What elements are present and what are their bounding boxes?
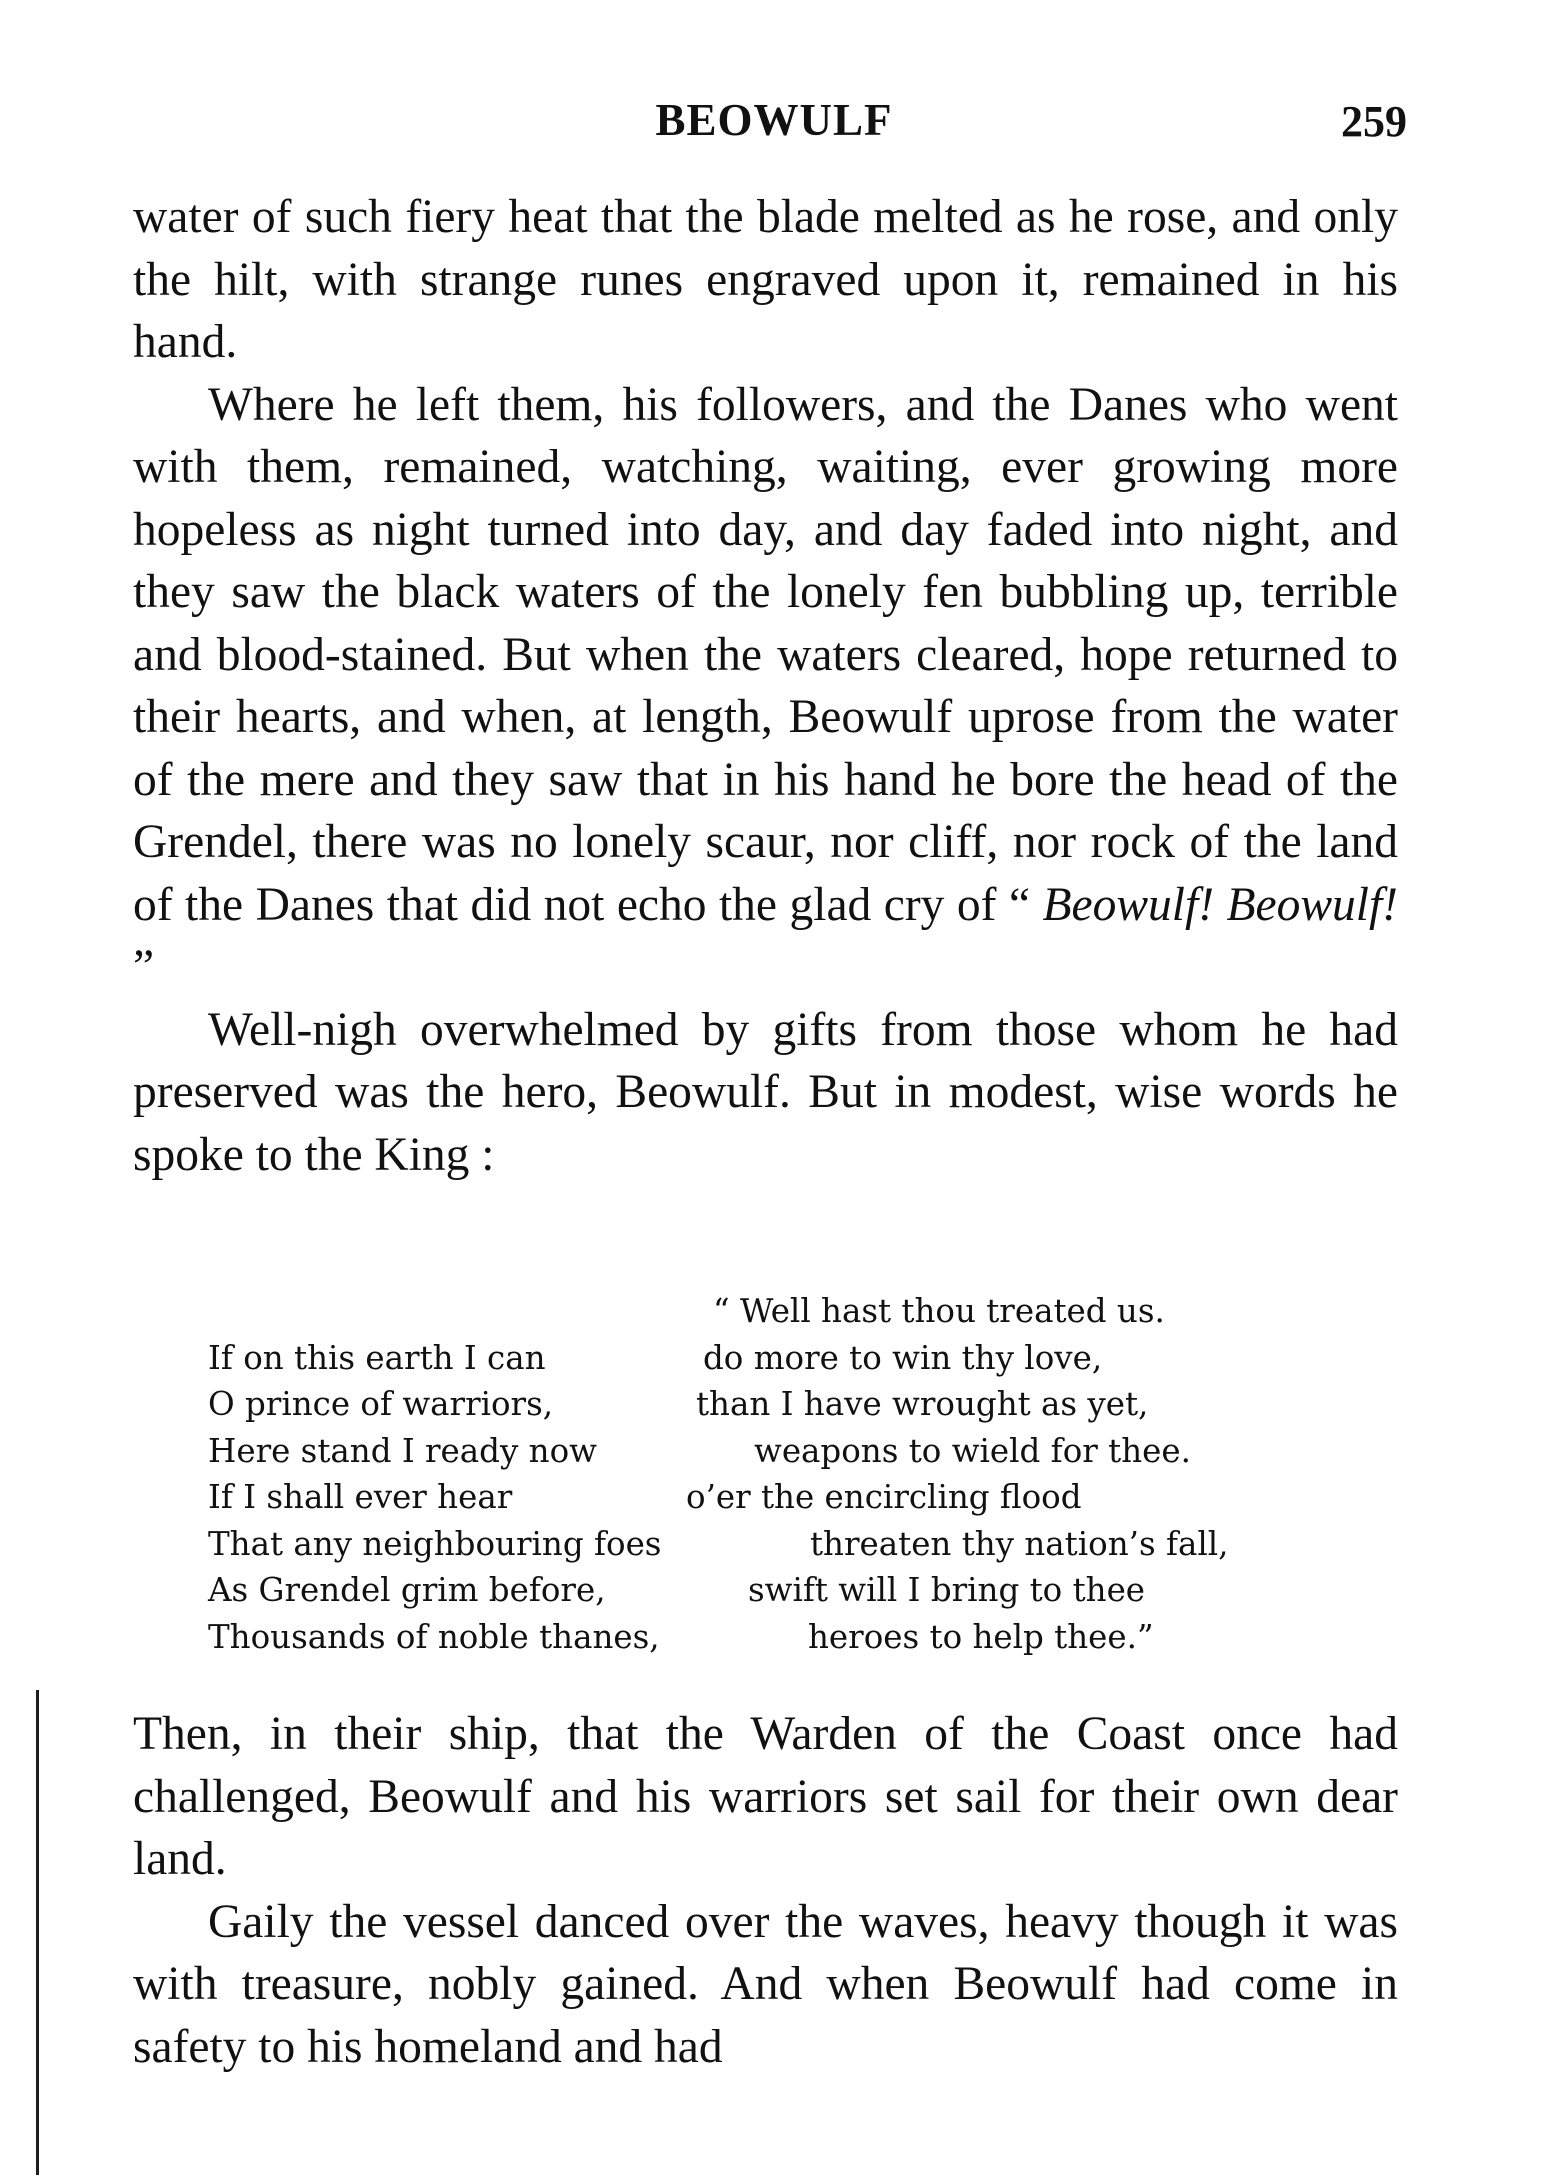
open-quote: “ [1008, 878, 1043, 931]
paragraph-set-sail: Then, in their ship, that the Warden of the Coast once had challenged, Beowulf and his warriors set sail for their own dear land. [133, 1708, 1398, 1885]
verse-half-line-left: If I shall ever hear [208, 1478, 513, 1516]
verse-line [208, 1614, 1288, 1661]
verse-half-line-right: threaten thy nation’s fall, [810, 1524, 1229, 1563]
verse-half-line-right: than I have wrought as yet, [696, 1385, 1149, 1423]
paragraph-waiting [133, 374, 1398, 999]
paragraph-continued: water of such fiery heat that the blade melted as he rose, and only the hilt, with strange runes engraved upon it, remained in his hand. [133, 191, 1398, 368]
verse-half-line-left: As Grendel grim before, [208, 1571, 606, 1609]
verse-line [208, 1474, 1288, 1521]
verse-half-line-right: heroes to help thee.” [808, 1617, 1154, 1656]
paragraph-waiting-text: Where he left them, his followers, and the Danes who went with them, remained, watching, waiting, ever growing more hopeless as night turned into day, and day faded into night, and they saw the black waters of the lonely fen bubbling up, terrible and blood-stained. But when the waters cleared, hope returned to their hearts, and when, at length, Beowulf uprose from the water of the mere and they saw that in his hand he bore the head of the Grendel, there was no lonely scaur, nor cliff, nor rock of the land of the Danes that did not echo the glad cry of [133, 378, 1398, 931]
verse-half-line-left: O prince of warriors, [208, 1385, 554, 1423]
verse-line [208, 1521, 1288, 1568]
beowulf-cry: Beowulf! Beowulf! [1042, 878, 1398, 931]
verse-line [208, 1428, 1288, 1475]
verse-line [208, 1381, 1288, 1428]
verse-half-line-left: Here stand I ready now [208, 1431, 597, 1470]
verse-line [208, 1567, 1288, 1614]
verse-half-line-right: o’er the encircling flood [686, 1478, 1082, 1516]
verse-block [208, 1288, 1288, 1660]
prose-block-top [133, 186, 1398, 1186]
verse-half-line-left: If on this earth I can [208, 1338, 546, 1377]
page-number: 259 [1341, 97, 1407, 146]
paragraph-vessel: Gaily the vessel danced over the waves, heavy though it was with treasure, nobly gained. And when Beowulf had come in safety to his homeland and had [133, 1895, 1398, 2073]
verse-half-line-left: Thousands of noble thanes, [208, 1617, 660, 1656]
paragraph-gifts: Well-nigh overwhelmed by gifts from those whom he had preserved was the hero, Beowulf. But in modest, wise words he spoke to the King : [133, 1003, 1398, 1181]
verse-half-line-right: “ Well hast thou treated us. [713, 1292, 1165, 1330]
verse-half-line-right: do more to win thy love, [703, 1338, 1103, 1377]
prose-block-bottom [133, 1703, 1398, 2078]
page-header [133, 94, 1415, 154]
verse-line [208, 1335, 1288, 1382]
verse-line [208, 1288, 1288, 1335]
close-quote: ” [133, 941, 155, 993]
verse-half-line-right: weapons to wield for thee. [754, 1431, 1191, 1470]
running-title: BEOWULF [655, 95, 893, 145]
verse-half-line-right: swift will I bring to thee [748, 1571, 1146, 1609]
scan-margin-edge [36, 1690, 39, 2175]
verse-half-line-left: That any neighbouring foes [208, 1524, 662, 1563]
